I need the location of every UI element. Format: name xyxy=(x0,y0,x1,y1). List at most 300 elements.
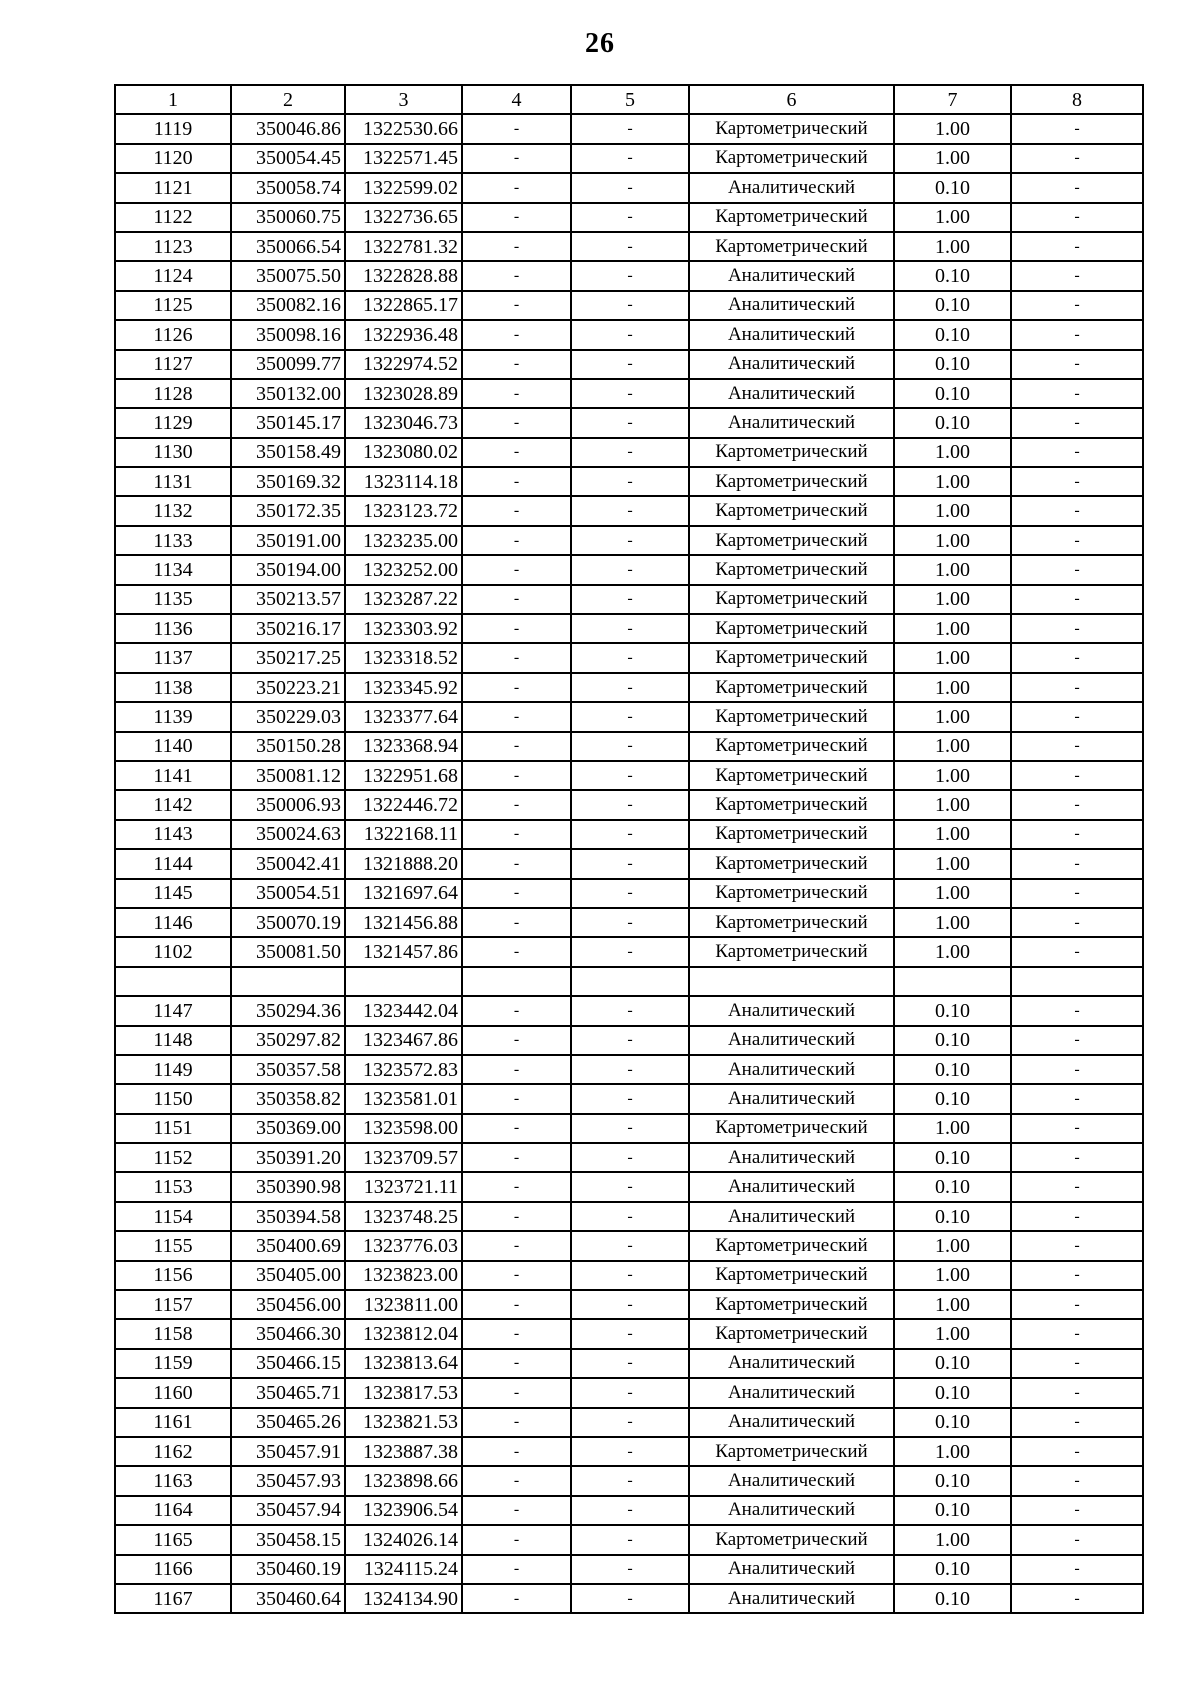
x-coordinate-cell: 350058.74 xyxy=(231,173,345,202)
x-coordinate-cell: 350132.00 xyxy=(231,379,345,408)
accuracy-cell: 0.10 xyxy=(894,1496,1011,1525)
column-4-cell: - xyxy=(462,408,571,437)
table-row xyxy=(115,555,1143,584)
method-cell: Аналитический xyxy=(689,1378,894,1407)
column-4-cell: - xyxy=(462,673,571,702)
column-8-cell: - xyxy=(1011,1496,1143,1525)
accuracy-cell: 0.10 xyxy=(894,1349,1011,1378)
y-coordinate-cell: 1324134.90 xyxy=(345,1584,462,1613)
accuracy-cell: 0.10 xyxy=(894,261,1011,290)
x-coordinate-cell: 350466.15 xyxy=(231,1349,345,1378)
table-row xyxy=(115,1114,1143,1143)
column-8-cell: - xyxy=(1011,908,1143,937)
method-cell: Картометрический xyxy=(689,1231,894,1260)
point-number-cell: 1166 xyxy=(115,1555,231,1584)
column-5-cell xyxy=(571,967,689,996)
point-number-cell: 1133 xyxy=(115,526,231,555)
column-4-cell: - xyxy=(462,350,571,379)
column-4-cell: - xyxy=(462,1084,571,1113)
column-8-cell: - xyxy=(1011,1261,1143,1290)
method-cell: Картометрический xyxy=(689,1261,894,1290)
method-cell: Аналитический xyxy=(689,1143,894,1172)
point-number-cell: 1139 xyxy=(115,702,231,731)
y-coordinate-cell: 1324115.24 xyxy=(345,1555,462,1584)
column-5-cell: - xyxy=(571,643,689,672)
table-row xyxy=(115,526,1143,555)
method-cell: Картометрический xyxy=(689,879,894,908)
column-4-cell: - xyxy=(462,438,571,467)
table-row xyxy=(115,585,1143,614)
column-5-cell: - xyxy=(571,1378,689,1407)
column-4-cell: - xyxy=(462,1496,571,1525)
column-4-cell: - xyxy=(462,643,571,672)
point-number-cell: 1129 xyxy=(115,408,231,437)
point-number-cell: 1123 xyxy=(115,232,231,261)
point-number-cell: 1124 xyxy=(115,261,231,290)
table-row xyxy=(115,996,1143,1025)
x-coordinate-cell: 350217.25 xyxy=(231,643,345,672)
x-coordinate-cell: 350456.00 xyxy=(231,1290,345,1319)
accuracy-cell: 0.10 xyxy=(894,1555,1011,1584)
y-coordinate-cell: 1323467.86 xyxy=(345,1026,462,1055)
method-cell: Аналитический xyxy=(689,1408,894,1437)
column-5-cell: - xyxy=(571,232,689,261)
method-cell: Картометрический xyxy=(689,673,894,702)
point-number-cell: 1135 xyxy=(115,585,231,614)
method-cell: Картометрический xyxy=(689,908,894,937)
method-cell: Картометрический xyxy=(689,496,894,525)
table-row xyxy=(115,1319,1143,1348)
column-4-cell: - xyxy=(462,1231,571,1260)
column-8-cell: - xyxy=(1011,144,1143,173)
table-row xyxy=(115,408,1143,437)
accuracy-cell xyxy=(894,967,1011,996)
column-5-cell: - xyxy=(571,379,689,408)
accuracy-cell: 1.00 xyxy=(894,643,1011,672)
column-4-cell: - xyxy=(462,1114,571,1143)
accuracy-cell: 1.00 xyxy=(894,1525,1011,1554)
x-coordinate-cell: 350394.58 xyxy=(231,1202,345,1231)
column-5-cell: - xyxy=(571,732,689,761)
point-number-cell: 1157 xyxy=(115,1290,231,1319)
accuracy-cell: 0.10 xyxy=(894,1584,1011,1613)
point-number-cell: 1158 xyxy=(115,1319,231,1348)
method-cell: Аналитический xyxy=(689,350,894,379)
method-cell: Картометрический xyxy=(689,1114,894,1143)
column-8-cell: - xyxy=(1011,203,1143,232)
y-coordinate-cell: 1321697.64 xyxy=(345,879,462,908)
x-coordinate-cell: 350024.63 xyxy=(231,820,345,849)
method-cell: Картометрический xyxy=(689,1290,894,1319)
point-number-cell: 1127 xyxy=(115,350,231,379)
accuracy-cell: 0.10 xyxy=(894,1378,1011,1407)
column-4-cell: - xyxy=(462,1378,571,1407)
point-number-cell: 1167 xyxy=(115,1584,231,1613)
column-4-cell: - xyxy=(462,996,571,1025)
table-row xyxy=(115,1378,1143,1407)
column-8-cell: - xyxy=(1011,1584,1143,1613)
column-5-cell: - xyxy=(571,1055,689,1084)
table-row xyxy=(115,761,1143,790)
table-row xyxy=(115,1349,1143,1378)
table-row xyxy=(115,1466,1143,1495)
method-cell: Картометрический xyxy=(689,526,894,555)
column-4-cell: - xyxy=(462,879,571,908)
column-5-cell: - xyxy=(571,614,689,643)
method-cell: Аналитический xyxy=(689,1584,894,1613)
table-body xyxy=(115,114,1143,1613)
point-number-cell xyxy=(115,967,231,996)
column-4-cell: - xyxy=(462,203,571,232)
column-8-cell: - xyxy=(1011,232,1143,261)
x-coordinate-cell: 350099.77 xyxy=(231,350,345,379)
column-8-cell: - xyxy=(1011,1437,1143,1466)
accuracy-cell: 0.10 xyxy=(894,1055,1011,1084)
accuracy-cell: 0.10 xyxy=(894,1084,1011,1113)
x-coordinate-cell: 350098.16 xyxy=(231,320,345,349)
table-row xyxy=(115,320,1143,349)
y-coordinate-cell: 1322736.65 xyxy=(345,203,462,232)
y-coordinate-cell: 1323823.00 xyxy=(345,1261,462,1290)
method-cell: Картометрический xyxy=(689,614,894,643)
table-row xyxy=(115,496,1143,525)
column-5-cell: - xyxy=(571,790,689,819)
accuracy-cell: 1.00 xyxy=(894,702,1011,731)
point-number-cell: 1102 xyxy=(115,937,231,966)
x-coordinate-cell: 350075.50 xyxy=(231,261,345,290)
point-number-cell: 1147 xyxy=(115,996,231,1025)
accuracy-cell: 1.00 xyxy=(894,879,1011,908)
column-8-cell xyxy=(1011,967,1143,996)
header-row xyxy=(115,85,1143,114)
table-row xyxy=(115,350,1143,379)
column-8-cell: - xyxy=(1011,849,1143,878)
column-8-cell: - xyxy=(1011,673,1143,702)
column-4-cell: - xyxy=(462,526,571,555)
accuracy-cell: 0.10 xyxy=(894,1202,1011,1231)
point-number-cell: 1155 xyxy=(115,1231,231,1260)
column-5-cell: - xyxy=(571,1349,689,1378)
x-coordinate-cell: 350054.45 xyxy=(231,144,345,173)
method-cell: Аналитический xyxy=(689,1555,894,1584)
x-coordinate-cell: 350457.94 xyxy=(231,1496,345,1525)
point-number-cell: 1119 xyxy=(115,114,231,143)
x-coordinate-cell: 350358.82 xyxy=(231,1084,345,1113)
column-8-cell: - xyxy=(1011,1084,1143,1113)
y-coordinate-cell: 1323252.00 xyxy=(345,555,462,584)
column-header: 5 xyxy=(571,85,689,114)
column-8-cell: - xyxy=(1011,820,1143,849)
column-8-cell: - xyxy=(1011,320,1143,349)
method-cell: Картометрический xyxy=(689,585,894,614)
y-coordinate-cell: 1323898.66 xyxy=(345,1466,462,1495)
x-coordinate-cell: 350369.00 xyxy=(231,1114,345,1143)
table-row xyxy=(115,1555,1143,1584)
column-8-cell: - xyxy=(1011,1290,1143,1319)
table-row xyxy=(115,1055,1143,1084)
point-number-cell: 1156 xyxy=(115,1261,231,1290)
y-coordinate-cell: 1321888.20 xyxy=(345,849,462,878)
point-number-cell: 1141 xyxy=(115,761,231,790)
accuracy-cell: 1.00 xyxy=(894,1319,1011,1348)
x-coordinate-cell: 350158.49 xyxy=(231,438,345,467)
point-number-cell: 1130 xyxy=(115,438,231,467)
x-coordinate-cell: 350297.82 xyxy=(231,1026,345,1055)
accuracy-cell: 1.00 xyxy=(894,144,1011,173)
column-4-cell: - xyxy=(462,1437,571,1466)
table-row xyxy=(115,1172,1143,1201)
y-coordinate-cell: 1322781.32 xyxy=(345,232,462,261)
accuracy-cell: 0.10 xyxy=(894,1466,1011,1495)
x-coordinate-cell: 350213.57 xyxy=(231,585,345,614)
method-cell: Аналитический xyxy=(689,1055,894,1084)
method-cell: Картометрический xyxy=(689,849,894,878)
accuracy-cell: 1.00 xyxy=(894,1231,1011,1260)
column-header: 7 xyxy=(894,85,1011,114)
x-coordinate-cell: 350457.93 xyxy=(231,1466,345,1495)
column-5-cell: - xyxy=(571,1437,689,1466)
column-8-cell: - xyxy=(1011,1408,1143,1437)
accuracy-cell: 1.00 xyxy=(894,673,1011,702)
column-4-cell: - xyxy=(462,1026,571,1055)
table-row xyxy=(115,790,1143,819)
y-coordinate-cell: 1322168.11 xyxy=(345,820,462,849)
column-4-cell: - xyxy=(462,702,571,731)
column-4-cell: - xyxy=(462,114,571,143)
point-number-cell: 1134 xyxy=(115,555,231,584)
table-row xyxy=(115,1525,1143,1554)
table-row xyxy=(115,291,1143,320)
accuracy-cell: 0.10 xyxy=(894,291,1011,320)
x-coordinate-cell: 350458.15 xyxy=(231,1525,345,1554)
x-coordinate-cell: 350172.35 xyxy=(231,496,345,525)
column-5-cell: - xyxy=(571,1408,689,1437)
table-row xyxy=(115,937,1143,966)
column-8-cell: - xyxy=(1011,467,1143,496)
y-coordinate-cell: 1322571.45 xyxy=(345,144,462,173)
x-coordinate-cell: 350465.71 xyxy=(231,1378,345,1407)
table-row xyxy=(115,1084,1143,1113)
x-coordinate-cell: 350460.19 xyxy=(231,1555,345,1584)
y-coordinate-cell: 1323114.18 xyxy=(345,467,462,496)
column-5-cell: - xyxy=(571,1319,689,1348)
point-number-cell: 1149 xyxy=(115,1055,231,1084)
x-coordinate-cell: 350054.51 xyxy=(231,879,345,908)
table-row xyxy=(115,1143,1143,1172)
column-4-cell: - xyxy=(462,585,571,614)
accuracy-cell: 0.10 xyxy=(894,320,1011,349)
accuracy-cell: 1.00 xyxy=(894,203,1011,232)
point-number-cell: 1151 xyxy=(115,1114,231,1143)
column-5-cell: - xyxy=(571,673,689,702)
method-cell: Аналитический xyxy=(689,1172,894,1201)
column-5-cell: - xyxy=(571,1525,689,1554)
y-coordinate-cell: 1322446.72 xyxy=(345,790,462,819)
table-row xyxy=(115,144,1143,173)
column-8-cell: - xyxy=(1011,1378,1143,1407)
table-row xyxy=(115,1584,1143,1613)
point-number-cell: 1148 xyxy=(115,1026,231,1055)
table-row xyxy=(115,232,1143,261)
column-8-cell: - xyxy=(1011,1231,1143,1260)
y-coordinate-cell xyxy=(345,967,462,996)
point-number-cell: 1160 xyxy=(115,1378,231,1407)
table-row xyxy=(115,114,1143,143)
y-coordinate-cell: 1323442.04 xyxy=(345,996,462,1025)
accuracy-cell: 1.00 xyxy=(894,1261,1011,1290)
column-8-cell: - xyxy=(1011,1143,1143,1172)
accuracy-cell: 1.00 xyxy=(894,820,1011,849)
column-5-cell: - xyxy=(571,1290,689,1319)
point-number-cell: 1131 xyxy=(115,467,231,496)
method-cell: Картометрический xyxy=(689,643,894,672)
table-row xyxy=(115,879,1143,908)
x-coordinate-cell: 350400.69 xyxy=(231,1231,345,1260)
point-number-cell: 1162 xyxy=(115,1437,231,1466)
accuracy-cell: 0.10 xyxy=(894,379,1011,408)
accuracy-cell: 1.00 xyxy=(894,1437,1011,1466)
table-row xyxy=(115,849,1143,878)
y-coordinate-cell: 1322865.17 xyxy=(345,291,462,320)
accuracy-cell: 1.00 xyxy=(894,849,1011,878)
accuracy-cell: 1.00 xyxy=(894,496,1011,525)
method-cell: Картометрический xyxy=(689,702,894,731)
column-header: 1 xyxy=(115,85,231,114)
y-coordinate-cell: 1323318.52 xyxy=(345,643,462,672)
point-number-cell: 1153 xyxy=(115,1172,231,1201)
point-number-cell: 1136 xyxy=(115,614,231,643)
method-cell: Аналитический xyxy=(689,1026,894,1055)
y-coordinate-cell: 1323028.89 xyxy=(345,379,462,408)
method-cell: Аналитический xyxy=(689,1496,894,1525)
point-number-cell: 1125 xyxy=(115,291,231,320)
column-4-cell: - xyxy=(462,1055,571,1084)
x-coordinate-cell: 350405.00 xyxy=(231,1261,345,1290)
y-coordinate-cell: 1323817.53 xyxy=(345,1378,462,1407)
column-5-cell: - xyxy=(571,1026,689,1055)
accuracy-cell: 0.10 xyxy=(894,1408,1011,1437)
y-coordinate-cell: 1322936.48 xyxy=(345,320,462,349)
column-4-cell: - xyxy=(462,261,571,290)
method-cell: Картометрический xyxy=(689,203,894,232)
column-8-cell: - xyxy=(1011,1114,1143,1143)
x-coordinate-cell xyxy=(231,967,345,996)
method-cell: Картометрический xyxy=(689,467,894,496)
column-5-cell: - xyxy=(571,438,689,467)
column-4-cell: - xyxy=(462,1408,571,1437)
column-header: 2 xyxy=(231,85,345,114)
method-cell: Аналитический xyxy=(689,996,894,1025)
y-coordinate-cell: 1321456.88 xyxy=(345,908,462,937)
column-4-cell: - xyxy=(462,820,571,849)
y-coordinate-cell: 1323748.25 xyxy=(345,1202,462,1231)
x-coordinate-cell: 350390.98 xyxy=(231,1172,345,1201)
column-4-cell: - xyxy=(462,937,571,966)
y-coordinate-cell: 1322974.52 xyxy=(345,350,462,379)
accuracy-cell: 0.10 xyxy=(894,173,1011,202)
column-5-cell: - xyxy=(571,996,689,1025)
table-row xyxy=(115,379,1143,408)
column-5-cell: - xyxy=(571,1172,689,1201)
method-cell: Аналитический xyxy=(689,261,894,290)
x-coordinate-cell: 350191.00 xyxy=(231,526,345,555)
table-row xyxy=(115,467,1143,496)
method-cell: Картометрический xyxy=(689,144,894,173)
y-coordinate-cell: 1323377.64 xyxy=(345,702,462,731)
accuracy-cell: 0.10 xyxy=(894,1026,1011,1055)
column-8-cell: - xyxy=(1011,1055,1143,1084)
column-8-cell: - xyxy=(1011,996,1143,1025)
column-8-cell: - xyxy=(1011,438,1143,467)
y-coordinate-cell: 1321457.86 xyxy=(345,937,462,966)
column-8-cell: - xyxy=(1011,643,1143,672)
accuracy-cell: 0.10 xyxy=(894,1172,1011,1201)
table-row xyxy=(115,702,1143,731)
column-5-cell: - xyxy=(571,937,689,966)
y-coordinate-cell: 1322530.66 xyxy=(345,114,462,143)
column-header: 6 xyxy=(689,85,894,114)
coordinates-table xyxy=(114,84,1144,1614)
table-row xyxy=(115,614,1143,643)
method-cell: Аналитический xyxy=(689,1349,894,1378)
y-coordinate-cell: 1323123.72 xyxy=(345,496,462,525)
x-coordinate-cell: 350391.20 xyxy=(231,1143,345,1172)
x-coordinate-cell: 350060.75 xyxy=(231,203,345,232)
column-8-cell: - xyxy=(1011,261,1143,290)
table-row xyxy=(115,732,1143,761)
y-coordinate-cell: 1323287.22 xyxy=(345,585,462,614)
point-number-cell: 1163 xyxy=(115,1466,231,1495)
table-row xyxy=(115,908,1143,937)
method-cell: Аналитический xyxy=(689,1084,894,1113)
column-5-cell: - xyxy=(571,1084,689,1113)
x-coordinate-cell: 350223.21 xyxy=(231,673,345,702)
x-coordinate-cell: 350457.91 xyxy=(231,1437,345,1466)
column-5-cell: - xyxy=(571,1202,689,1231)
column-8-cell: - xyxy=(1011,790,1143,819)
point-number-cell: 1143 xyxy=(115,820,231,849)
table-row xyxy=(115,203,1143,232)
y-coordinate-cell: 1323598.00 xyxy=(345,1114,462,1143)
column-5-cell: - xyxy=(571,585,689,614)
column-8-cell: - xyxy=(1011,1026,1143,1055)
accuracy-cell: 0.10 xyxy=(894,408,1011,437)
table-row xyxy=(115,1496,1143,1525)
column-5-cell: - xyxy=(571,114,689,143)
column-4-cell: - xyxy=(462,232,571,261)
x-coordinate-cell: 350465.26 xyxy=(231,1408,345,1437)
accuracy-cell: 0.10 xyxy=(894,996,1011,1025)
y-coordinate-cell: 1322951.68 xyxy=(345,761,462,790)
y-coordinate-cell: 1323709.57 xyxy=(345,1143,462,1172)
x-coordinate-cell: 350081.50 xyxy=(231,937,345,966)
point-number-cell: 1121 xyxy=(115,173,231,202)
column-5-cell: - xyxy=(571,820,689,849)
column-5-cell: - xyxy=(571,1114,689,1143)
accuracy-cell: 1.00 xyxy=(894,467,1011,496)
point-number-cell: 1138 xyxy=(115,673,231,702)
column-8-cell: - xyxy=(1011,496,1143,525)
column-8-cell: - xyxy=(1011,1172,1143,1201)
column-8-cell: - xyxy=(1011,350,1143,379)
table-row xyxy=(115,673,1143,702)
column-header: 8 xyxy=(1011,85,1143,114)
x-coordinate-cell: 350357.58 xyxy=(231,1055,345,1084)
y-coordinate-cell: 1323368.94 xyxy=(345,732,462,761)
accuracy-cell: 1.00 xyxy=(894,1290,1011,1319)
accuracy-cell: 0.10 xyxy=(894,350,1011,379)
column-5-cell: - xyxy=(571,1143,689,1172)
